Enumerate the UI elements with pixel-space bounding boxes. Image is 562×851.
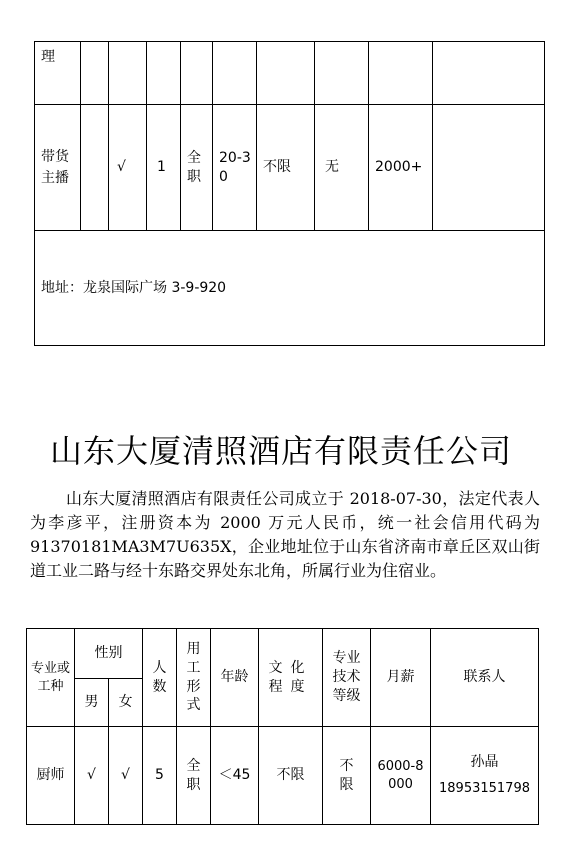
address-cell: 地址：龙泉国际广场 3-9-920 — [35, 231, 545, 346]
age-cell: ＜45 — [211, 727, 259, 825]
header-job: 专业或工种 — [27, 629, 75, 727]
table-row — [35, 42, 545, 105]
header-employment: 用工形式 — [177, 629, 211, 727]
count-cell: 1 — [147, 105, 181, 231]
skill-cell: 无 — [315, 105, 369, 231]
contact-cell — [433, 105, 545, 231]
male-cell: √ — [75, 727, 109, 825]
education-cell: 不限 — [259, 727, 323, 825]
table-row — [27, 727, 539, 825]
count-cell: 5 — [143, 727, 177, 825]
table-row — [35, 231, 545, 346]
education-cell: 不限 — [257, 105, 315, 231]
job-table-continued — [34, 41, 545, 346]
header-contact: 联系人 — [431, 629, 539, 727]
job-cell: 厨师 — [27, 727, 75, 825]
company-intro: 山东大厦清照酒店有限责任公司成立于 2018-07-30，法定代表人为李彦平，注册资本为 2000 万元人民币，统一社会信用代码为 91370181MA3M7U635X，企业地址位于山东省济南市章丘区双山街道工业二路与经十东路交界处东北角，所属行业为住宿业。 — [30, 489, 540, 580]
job-cell: 带货主播 — [35, 105, 81, 231]
job-cell: 理 — [35, 42, 81, 105]
header-salary: 月薪 — [371, 629, 431, 727]
header-count: 人数 — [143, 629, 177, 727]
female-cell: √ — [109, 727, 143, 825]
employment-cell: 全职 — [177, 727, 211, 825]
contact-phone: 18953151798 — [439, 781, 530, 797]
skill-cell: 不限 — [323, 727, 371, 825]
table-row — [35, 105, 545, 231]
company-title: 山东大厦清照酒店有限责任公司 — [49, 432, 512, 470]
header-skill: 专业技术等级 — [323, 629, 371, 727]
employment-cell: 全职 — [181, 105, 213, 231]
age-cell: 20-30 — [213, 105, 257, 231]
male-cell — [81, 105, 109, 231]
header-male: 男 — [75, 679, 109, 727]
salary-cell: 6000-8000 — [371, 727, 431, 825]
header-female: 女 — [109, 679, 143, 727]
header-age: 年龄 — [211, 629, 259, 727]
header-education: 文化程度 — [259, 629, 323, 727]
job-table — [26, 628, 539, 825]
contact-name: 孙晶 — [470, 754, 499, 771]
header-row — [27, 629, 539, 679]
header-gender: 性别 — [75, 629, 143, 679]
contact-cell — [431, 727, 539, 825]
female-cell: √ — [109, 105, 147, 231]
salary-cell: 2000+ — [369, 105, 433, 231]
